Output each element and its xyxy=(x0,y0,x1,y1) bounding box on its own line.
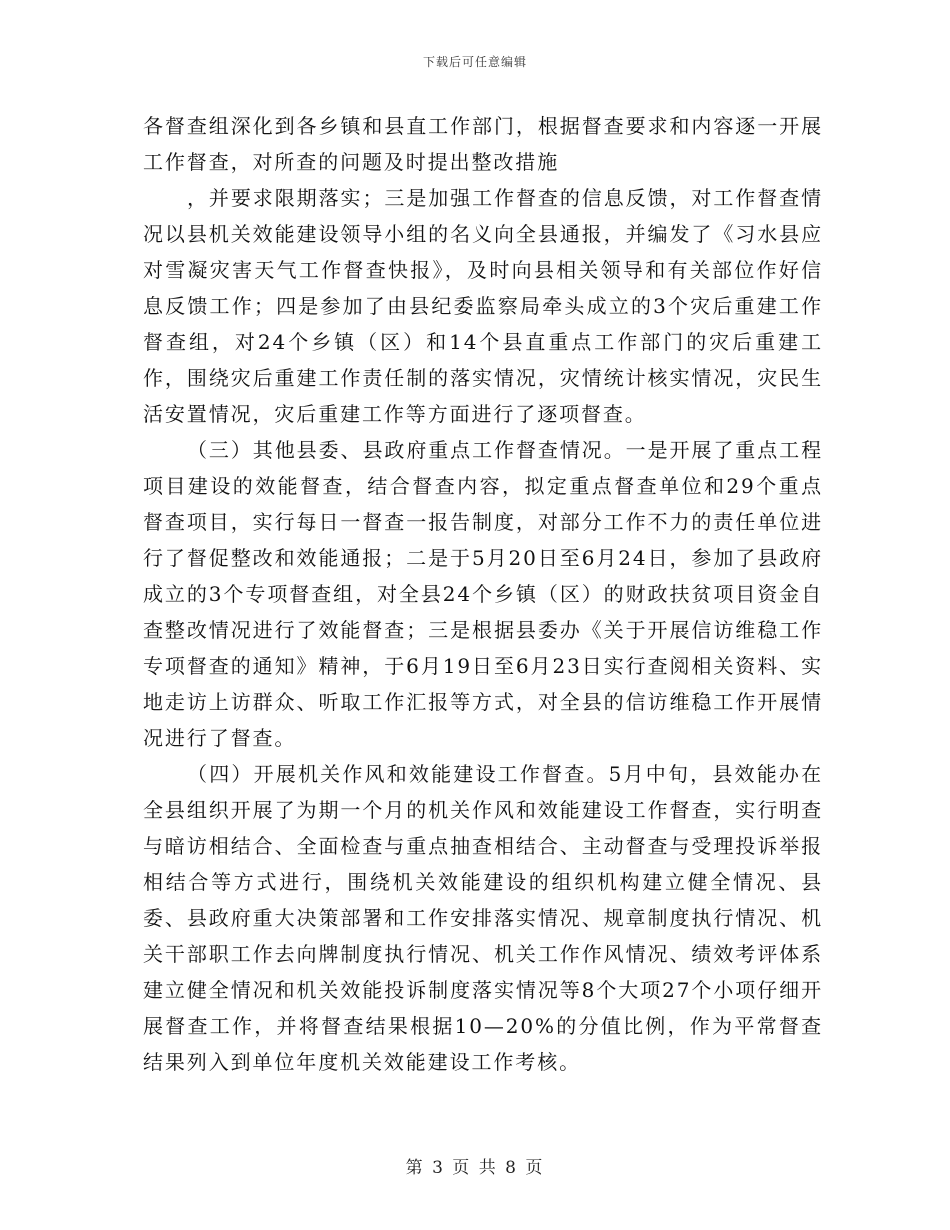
page-number-footer: 第 3 页 共 8 页 xyxy=(405,1158,545,1178)
paragraph-1: 各督查组深化到各乡镇和县直工作部门，根据督查要求和内容逐一开展工作督查，对所查的问题及时提出整改措施 xyxy=(143,114,823,174)
document-body xyxy=(143,108,823,1080)
paragraph-3: （三）其他县委、县政府重点工作督查情况。一是开展了重点工程项目建设的效能督查，结合督查内容，拟定重点督查单位和29个重点督查项目，实行每日一督查一报告制度，对部分工作不力的责任单位进行了督促整改和效能通报；二是于5月20日至6月24日，参加了县政府成立的3个专项督查组，对全县24个乡镇（区）的财政扶贫项目资金自查整改情况进行了效能督查；三是根据县委办《关于开展信访维稳工作专项督查的通知》精神，于6月19日至6月23日实行查阅相关资料、实地走访上访群众、听取工作汇报等方式，对全县的信访维稳工作开展情况进行了督查。 xyxy=(143,438,823,750)
page-header: 下载后可任意编辑 xyxy=(422,55,527,69)
paragraph-4: （四）开展机关作风和效能建设工作督查。5月中旬，县效能办在全县组织开展了为期一个月的机关作风和效能建设工作督查，实行明查与暗访相结合、全面检查与重点抽查相结合、主动督查与受理投诉举报相结合等方式进行，围绕机关效能建设的组织机构建立健全情况、县委、县政府重大决策部署和工作安排落实情况、规章制度执行情况、机关干部职工作去向牌制度执行情况、机关工作作风情况、绩效考评体系建立健全情况和机关效能投诉制度落实情况等8个大项27个小项仔细开展督查工作，并将督查结果根据10—20%的分值比例，作为平常督查结果列入到单位年度机关效能建设工作考核。 xyxy=(143,762,823,1074)
paragraph-2: ，并要求限期落实；三是加强工作督查的信息反馈，对工作督查情况以县机关效能建设领导小组的名义向全县通报，并编发了《习水县应对雪凝灾害天气工作督查快报》，及时向县相关领导和有关部位作好信息反馈工作；四是参加了由县纪委监察局牵头成立的3个灾后重建工作督查组，对24个乡镇（区）和14个县直重点工作部门的灾后重建工作，围绕灾后重建工作责任制的落实情况，灾情统计核实情况，灾民生活安置情况，灾后重建工作等方面进行了逐项督查。 xyxy=(143,186,823,426)
